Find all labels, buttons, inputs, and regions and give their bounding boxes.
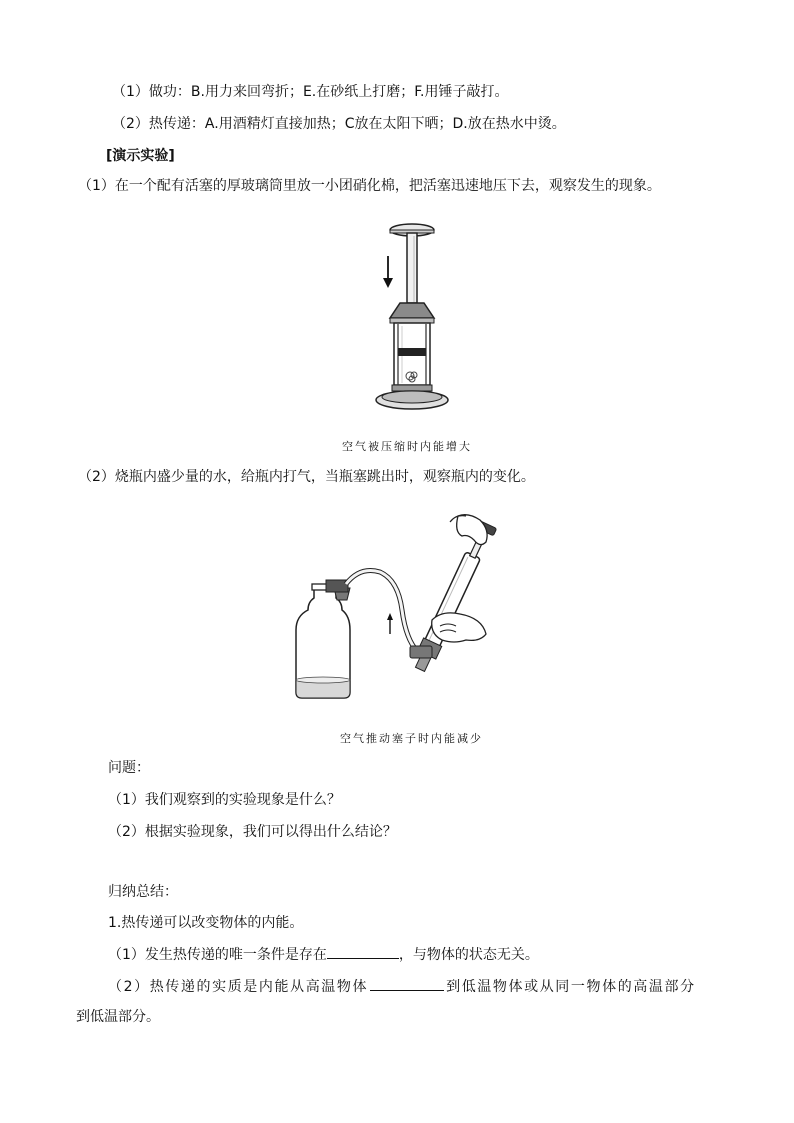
question-1: （1）我们观察到的实验现象是什么？ [108, 792, 341, 808]
summary-point-3-continuation: 到低温部分。 [76, 1009, 160, 1025]
question-title: 问题： [108, 760, 150, 776]
work-examples-line: （1）做功：B.用力来回弯折；E.在砂纸上打磨；F.用锤子敲打。 [112, 84, 509, 100]
experiment-1-text: （1）在一个配有活塞的厚玻璃筒里放一小团硝化棉，把活塞迅速地压下去，观察发生的现象。 [78, 178, 661, 194]
summary-point-3-start: （2）热传递的实质是内能从高温物体 [108, 979, 369, 995]
flask-pump-figure [290, 510, 510, 702]
summary-title: 归纳总结： [108, 884, 178, 900]
summary-point-2-end: ，与物体的状态无关。 [398, 947, 539, 963]
heat-transfer-examples-line: （2）热传递：A.用酒精灯直接加热；C放在太阳下晒；D.放在热水中烫。 [112, 116, 566, 132]
summary-point-1: 1.热传递可以改变物体的内能。 [108, 915, 304, 931]
compression-cylinder-figure [370, 218, 460, 413]
experiment-2-text: （2）烧瓶内盛少量的水，给瓶内打气，当瓶塞跳出时，观察瓶内的变化。 [78, 469, 535, 485]
summary-point-3-middle: 到低温物体或从同一物体的高温部分 [446, 979, 696, 995]
summary-point-3 [108, 976, 696, 997]
demo-experiment-heading: [演示实验] [106, 148, 175, 164]
question-2: （2）根据实验现象，我们可以得出什么结论？ [108, 824, 397, 840]
figure-2-caption: 空气推动塞子时内能减少 [340, 732, 483, 745]
figure-1-caption: 空气被压缩时内能增大 [342, 440, 472, 453]
fill-blank-1[interactable] [327, 944, 399, 959]
summary-point-2 [108, 944, 539, 965]
summary-point-2-start: （1）发生热传递的唯一条件是存在 [108, 947, 327, 963]
fill-blank-2[interactable] [370, 976, 444, 991]
